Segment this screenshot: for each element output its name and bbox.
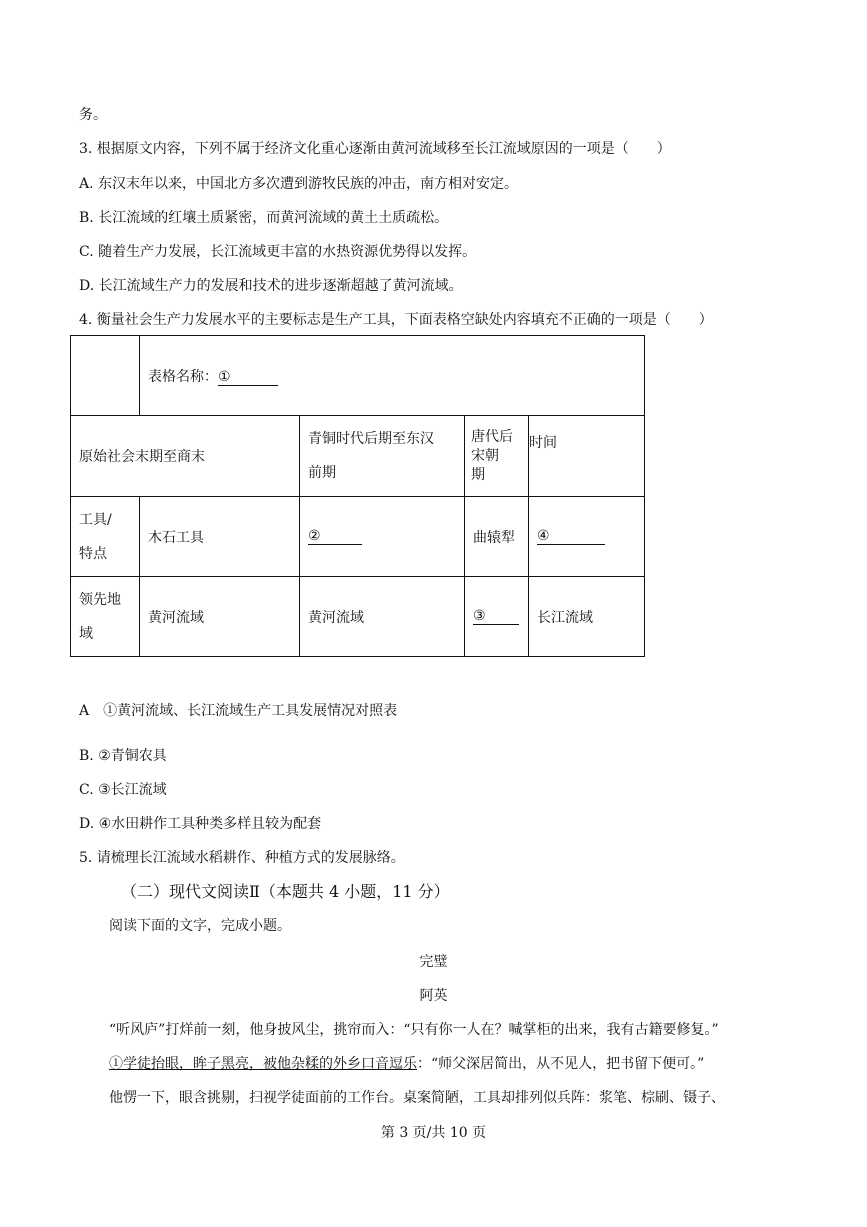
question-4-option-b: B. ②青铜农具 [79,748,167,764]
table-cell: 黄河流域 [300,577,465,657]
question-3-option-a: A. 东汉末年以来，中国北方多次遭到游牧民族的冲击，南方相对安定。 [79,176,519,192]
question-4-option-a: A ①黄河流域、长江流域生产工具发展情况对照表 [79,703,398,719]
table-row [71,416,645,497]
question-5: 5. 请梳理长江流域水稻耕作、种植方式的发展脉络。 [79,850,405,866]
page-footer: 第 3 页/共 10 页 [380,1125,487,1141]
story-paragraph [109,1054,704,1074]
question-3: 3. 根据原文内容，下列不属于经济文化重心逐渐由黄河流域移至长江流域原因的一项是（ ） [79,141,671,157]
row2-label-b: 域 [79,625,93,642]
table-row [71,577,645,657]
blank-3 [473,608,519,625]
table-cell: 黄河流域 [140,577,300,657]
row1-label-b: 特点 [79,545,107,562]
period-2-line-a: 唐代后 [471,428,513,445]
blank-1 [218,369,278,386]
section-heading: （二）现代文阅读Ⅱ（本题共 4 小题，11 分） [121,882,450,901]
row1-label-a: 工具/ [79,511,112,528]
story-title: 完璧 [419,954,448,970]
table-row [71,497,645,577]
story-paragraph: 他愣一下，眼含挑剔，扫视学徒面前的工作台。桌案简陋，工具却排列似兵阵：浆笔、棕刷、镊子、 [109,1090,725,1106]
period-2-line-c: 期 [471,466,485,483]
table-cell-blank-3 [465,577,529,657]
underlined-sentence: ①学徒抬眼，眸子黑亮，被他杂糅的外乡口音逗乐 [109,1056,417,1072]
question-3-option-b: B. 长江流域的红壤土质紧密，而黄河流域的黄土土质疏松。 [79,210,449,226]
question-4-option-c: C. ③长江流域 [79,782,167,798]
table-cell-period-0: 原始社会末期至商末 [71,416,300,497]
row2-label-a: 领先地 [79,591,121,608]
reading-instruction: 阅读下面的文字，完成小题。 [109,918,291,934]
blank-2 [308,528,362,545]
question-3-option-c: C. 随着生产力发展，长江流域更丰富的水热资源优势得以发挥。 [79,244,477,260]
blank-2-marker: ② [308,528,321,544]
table-cell-blank-4 [529,497,645,577]
period-2-line-b: 宋朝 [471,447,499,464]
table-cell: 木石工具 [140,497,300,577]
tools-comparison-table [70,335,645,657]
blank-4-marker: ④ [537,528,550,544]
sentence-rest: ：“师父深居简出，从不见人，把书留下便可。” [417,1056,705,1072]
table-cell-period-3: 时间 [529,416,645,497]
question-3-option-d: D. 长江流域生产力的发展和技术的进步逐渐超越了黄河流域。 [79,278,463,294]
period-1-line-a: 青铜时代后期至东汉 [308,431,434,447]
blank-4 [537,528,605,545]
story-paragraph: “听风庐”打烊前一刻，他身披风尘，挑帘而入：“只有你一人在？喊掌柜的出来，我有古籍要修复。” [109,1022,719,1038]
table-cell-blank-2 [300,497,465,577]
question-4: 4. 衡量社会生产力发展水平的主要标志是生产工具，下面表格空缺处内容填充不正确的一项是（ ） [79,312,713,328]
table-row-label-tools [71,497,140,577]
table-cell-period-2 [465,416,529,497]
table-cell: 曲辕犁 [465,497,529,577]
question-4-option-d: D. ④水田耕作工具种类多样且较为配套 [79,816,322,832]
table-cell: 长江流域 [529,577,645,657]
text-line-continuation: 务。 [79,107,107,123]
period-1-line-b: 前期 [308,465,336,481]
table-title-prefix: 表格名称： [148,368,218,385]
story-author: 阿英 [419,988,448,1004]
table-row [71,336,645,416]
table-title-cell [140,336,645,416]
table-cell-period-1 [300,416,465,497]
table-row-label-region [71,577,140,657]
table-cell-empty [71,336,140,416]
blank-3-marker: ③ [473,608,486,624]
blank-1-marker: ① [218,368,231,385]
